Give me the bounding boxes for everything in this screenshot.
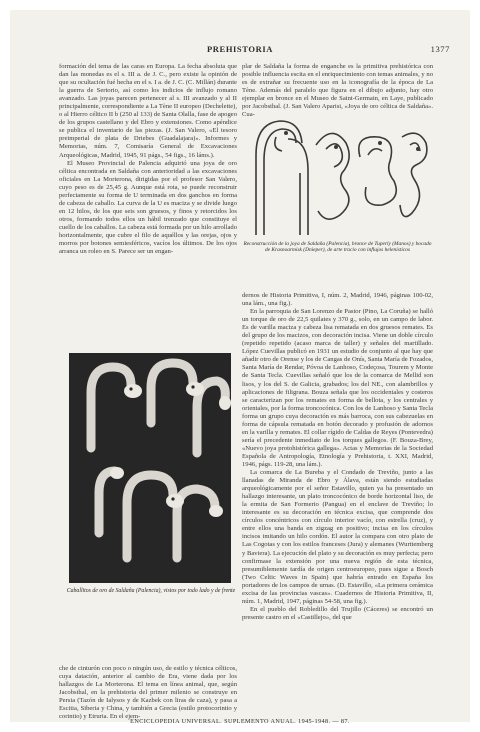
paragraph: che de cinturón con poco o ningún uso, de estilo y técnica célticos, cuya datación, anterior al cambio de Era, viene dada por los hallazgos de La Morterona. El tema en línea animal, que, según Jacobsthal, en la prehistoria del primer milenio se construye en Persia (Tazón de Ialysos y de Kazbek con liras de caza), y pasa a Escitia, Siberia y China, y también a Grecia (estilo protocorintio y corintio) y Etruria. En el ejem- [59,665,237,721]
right-column-text [242,292,433,622]
gold-horses-photo [69,353,231,583]
page-number: 1377 [430,44,450,54]
left-column-text-bottom [59,665,237,721]
figure-caption: Reconstrucción de la joya de Saldaña (Palencia), bronce de Tuperly (Manos) y bocado de Krasnoarmisk (Dnieper), de arte tracio con influjos helenísticos [243,241,432,254]
reconstruction-drawing [242,109,433,239]
paragraph: El Museo Provincial de Palencia adquirió una joya de oro céltica encontrada en Saldaña con anterioridad a las excavaciones oficiales en La Morterona, dirigidas por el profesor San Valero, cuyo peso es de 25,45 g. Aunque está rota, se puede reconstruir perfectamente su forma de U terminada en dos ganchos en forma de cabeza de caballo. La curva de la U es maciza y se divide luego en 12 hilos, de los que seis son gruesos, y finos y retorcidos los otros, formando todos ellos un hábil trenzado que constituye el cuello de los caballos. La cabeza está formada por un hilo arrollado horizontalmente, que cubre el filo de aquéllos y las orejas, ojos y morros por botones semiesféricos, vacíos los últimos. De los ojos arranca un roleo en S. Parece ser un engan- [59,159,237,256]
paragraph: La comarca de La Bureba y el Condado de Treviño, junto a las llanadas de Miranda de Ebro y Álava, están siendo estudiadas arqueológicamente por el señor Estavillo, quien ya ha presentado un hallazgo interesante, un plato troncocónico de borde horizontal liso, de la ermita de San Formerio (Pangua) en el enclave de Treviño; lo interesante es su decoración en técnica excisa, que comprende dos círculos concéntricos con círculo interior vacío, con estrella (cruz), y entre ellos una banda en zigzag en positivo; incisa en los círculos incisos imitando un hilo cordón. El autor la compara con otro plato de Las Cogotas y con los estilos franceses (Jura) y alemanes (Wurttemberg y Baviera). La ejecución del plato y su decoración es muy perfecta; pero confirmase la extensión por una nueva región de esta técnica, presumiblemente tardía de origen centroeuropeo, pues sigue a Bosch (Two Celtic Waves in Spain) que habría entrado en España los portadores de los campos de urnas. (D. Estavillo, «La primera cerámica excisa de las provincias vascas». Cuadernos de Historia Primitiva, II, núm. 1, Madrid, 1947, páginas 54-58, una fig.). [242,469,433,605]
page-title: PREHISTORIA [207,44,273,54]
horse-pieces-illustration [69,353,231,583]
page-footer: ENCICLOPEDIA UNIVERSAL. SUPLEMENTO ANUAL. 1945-1948. — 87. [130,718,350,725]
paragraph: En la parroquia de San Lorenzo de Pastor (Pino, La Coruña) se halló un torque de oro de 22,5 quilates y 370 g., solo, en un campo de labor. Es de varilla maciza y cabeza lisa rematada en dos gruesos remates. Es del grupo de los macizos, con decoración incisa. Viene un doble círculo (repetido repetido (acaso marca de taller) y señales del martillado. López Cuevillas publicó en 1931 un estudio de conjunto al que hay que añadir otro de Orense y los de Cangas de Onís, Santa María de Fozados, Santa María de Rendar, Póvoa de Lanhoso, Codeçosa, Tourem y Monte de Santa Tecla. Cuevillas señaló que los de la comarca de Mellid son lisos, y los del S. de Galicia, grabados; los del NE., con alambrillos y aplicaciones de filigrana. Bouza señala que los occidentales y costeros se caracterizan por los remates en forma de bellota, y los centrales y orientales, por la forma troncocónica. Con los de Lanhoso y Santa Tecla forma un grupo cuya decoración es más barroca, con sus cabezuelas en forma de cápsula rematada en botón decorado y profusión de adornos en la varilla y remates. El collar rígido de Caldas de Reyes (Pontevedra) sería el precedente inmediato de los torques gallegos. (F. Bouza-Brey, «Nuevo joya protohistórica gallega». Actas y Memorias de la Sociedad Española de Antropología, Etnología y Prehistoria, t. XXI, Madrid, 1946, págs. 119-28, una lám.). [242,308,433,468]
paragraph: plar de Saldaña la forma de enganche es la primitiva prehistórica con posible influencia escita en el enriquecimiento con temas animales, y no es de extrañar su frecuente uso en la iconografía de la época de La Tène. Además del paralelo que figura en el dibujo adjunto, hay otro ejemplar en bronce en el Museo de Saint-Germain, en Laye, publicado por Jacobsthal. (J. San Valero Aparisi, «Joya de oro céltica de Saldaña». Cua- [242,63,433,119]
paragraph: formación del tema de las caras en Europa. La fecha absoluta que dan las monedas es el s. III a. de J. C., pero existe la opinión de que su ocultación fué hecha en el s. I a. de J. C. (C. Millán) durante la guerra de Sertorio, así como los indicios de influjo romano avanzado. Las joyas parecen pertenecer al s. III avanzado y al II principalmente, correspondiente a La Tène II europeo (Dechelette), o al Hierro céltico II b (250 al 133) de Santa Olalla, fase de apogeo de los grupos castellano y del Ebro y extensiones. Como apéndice se publica el inventario de las piezas. (J. San Valero, «El tesoro preimperial de plata de Driebes (Guadalajara)». Informes y Memorias, núm. 7, Comisaría General de Excavaciones Arqueológicas, Madrid, 1945, 91 págs., 54 figs., 16 láms.). [59,63,237,159]
running-head [10,44,470,58]
paragraph: dernos de Historia Primitiva, I, núm. 2, Madrid, 1946, páginas 100-02, una lám., una fig.). [242,292,433,308]
scanned-page [10,10,470,725]
paragraph: En el pueblo del Robledillo del Trujillo (Cáceres) se encontró un presente castro en el «Castillejo», del que [242,605,433,621]
photo-caption: Caballitos de oro de Saldaña (Palencia), vistos por todo lado y de frente [66,588,236,594]
left-column-text [59,63,237,256]
ornament-line-drawings [242,109,433,239]
